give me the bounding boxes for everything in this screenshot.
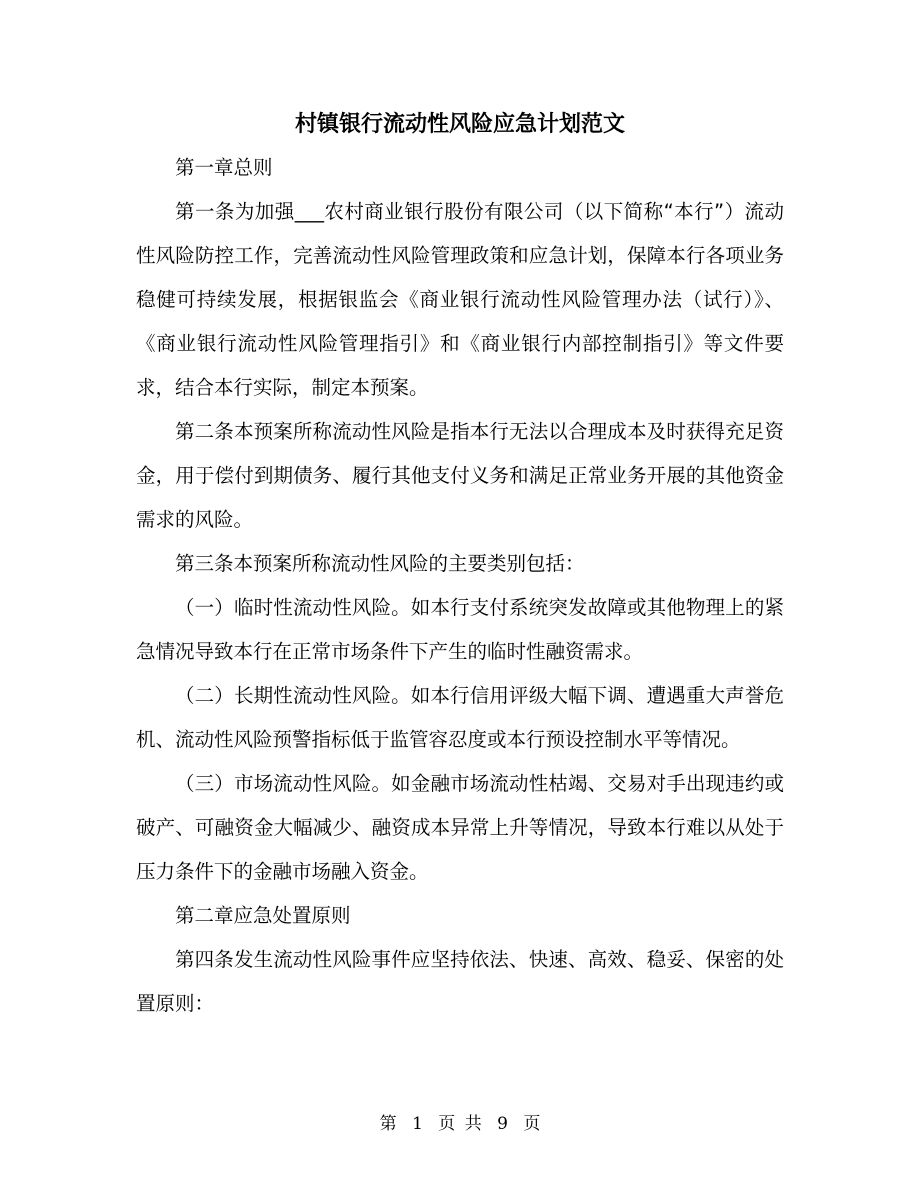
document-title: 村镇银行流动性风险应急计划范文 [294,111,625,137]
footer-suffix: 页 [523,1114,541,1134]
list-item-paragraph: （二）长期性流动性风险。如本行信用评级大幅下调、遭遇重大声誉危机、流动性风险预警指标低于监管容忍度或本行预设控制水平等情况。 [136,684,784,751]
footer-current-page: 1 [412,1114,423,1134]
footer-middle: 页 共 [438,1114,482,1134]
footer-total-pages: 9 [497,1114,508,1134]
page-footer [0,1110,920,1138]
chapter-heading: 第一章总则 [175,156,273,179]
list-item-paragraph: （一）临时性流动性风险。如本行支付系统突发故障或其他物理上的紧急情况导致本行在正常市场条件下产生的临时性融资需求。 [136,596,784,663]
article-paragraph: 第二条本预案所称流动性风险是指本行无法以合理成本及时获得充足资金，用于偿付到期债务、履行其他支付义务和满足正常业务开展的其他资金需求的风险。 [136,420,784,531]
list-item-paragraph: （三）市场流动性风险。如金融市场流动性枯竭、交易对手出现违约或破产、可融资金大幅减少、融资成本异常上升等情况，导致本行难以从处于压力条件下的金融市场融入资金。 [136,772,784,883]
article-paragraph: 第一条为加强___农村商业银行股份有限公司（以下简称“本行”）流动性风险防控工作，完善流动性风险管理政策和应急计划，保障本行各项业务稳健可持续发展，根据银监会《商业银行流动性风险管理办法（试行）》、《商业银行流动性风险管理指引》和《商业银行内部控制指引》等文件要求，结合本行实际，制定本预案。 [136,200,784,399]
footer-prefix: 第 [379,1114,397,1134]
document-body [136,146,784,1026]
article-paragraph: 第四条发生流动性风险事件应坚持依法、快速、高效、稳妥、保密的处置原则： [136,948,784,1015]
chapter-heading: 第二章应急处置原则 [175,904,351,927]
article-paragraph: 第三条本预案所称流动性风险的主要类别包括： [175,552,585,575]
